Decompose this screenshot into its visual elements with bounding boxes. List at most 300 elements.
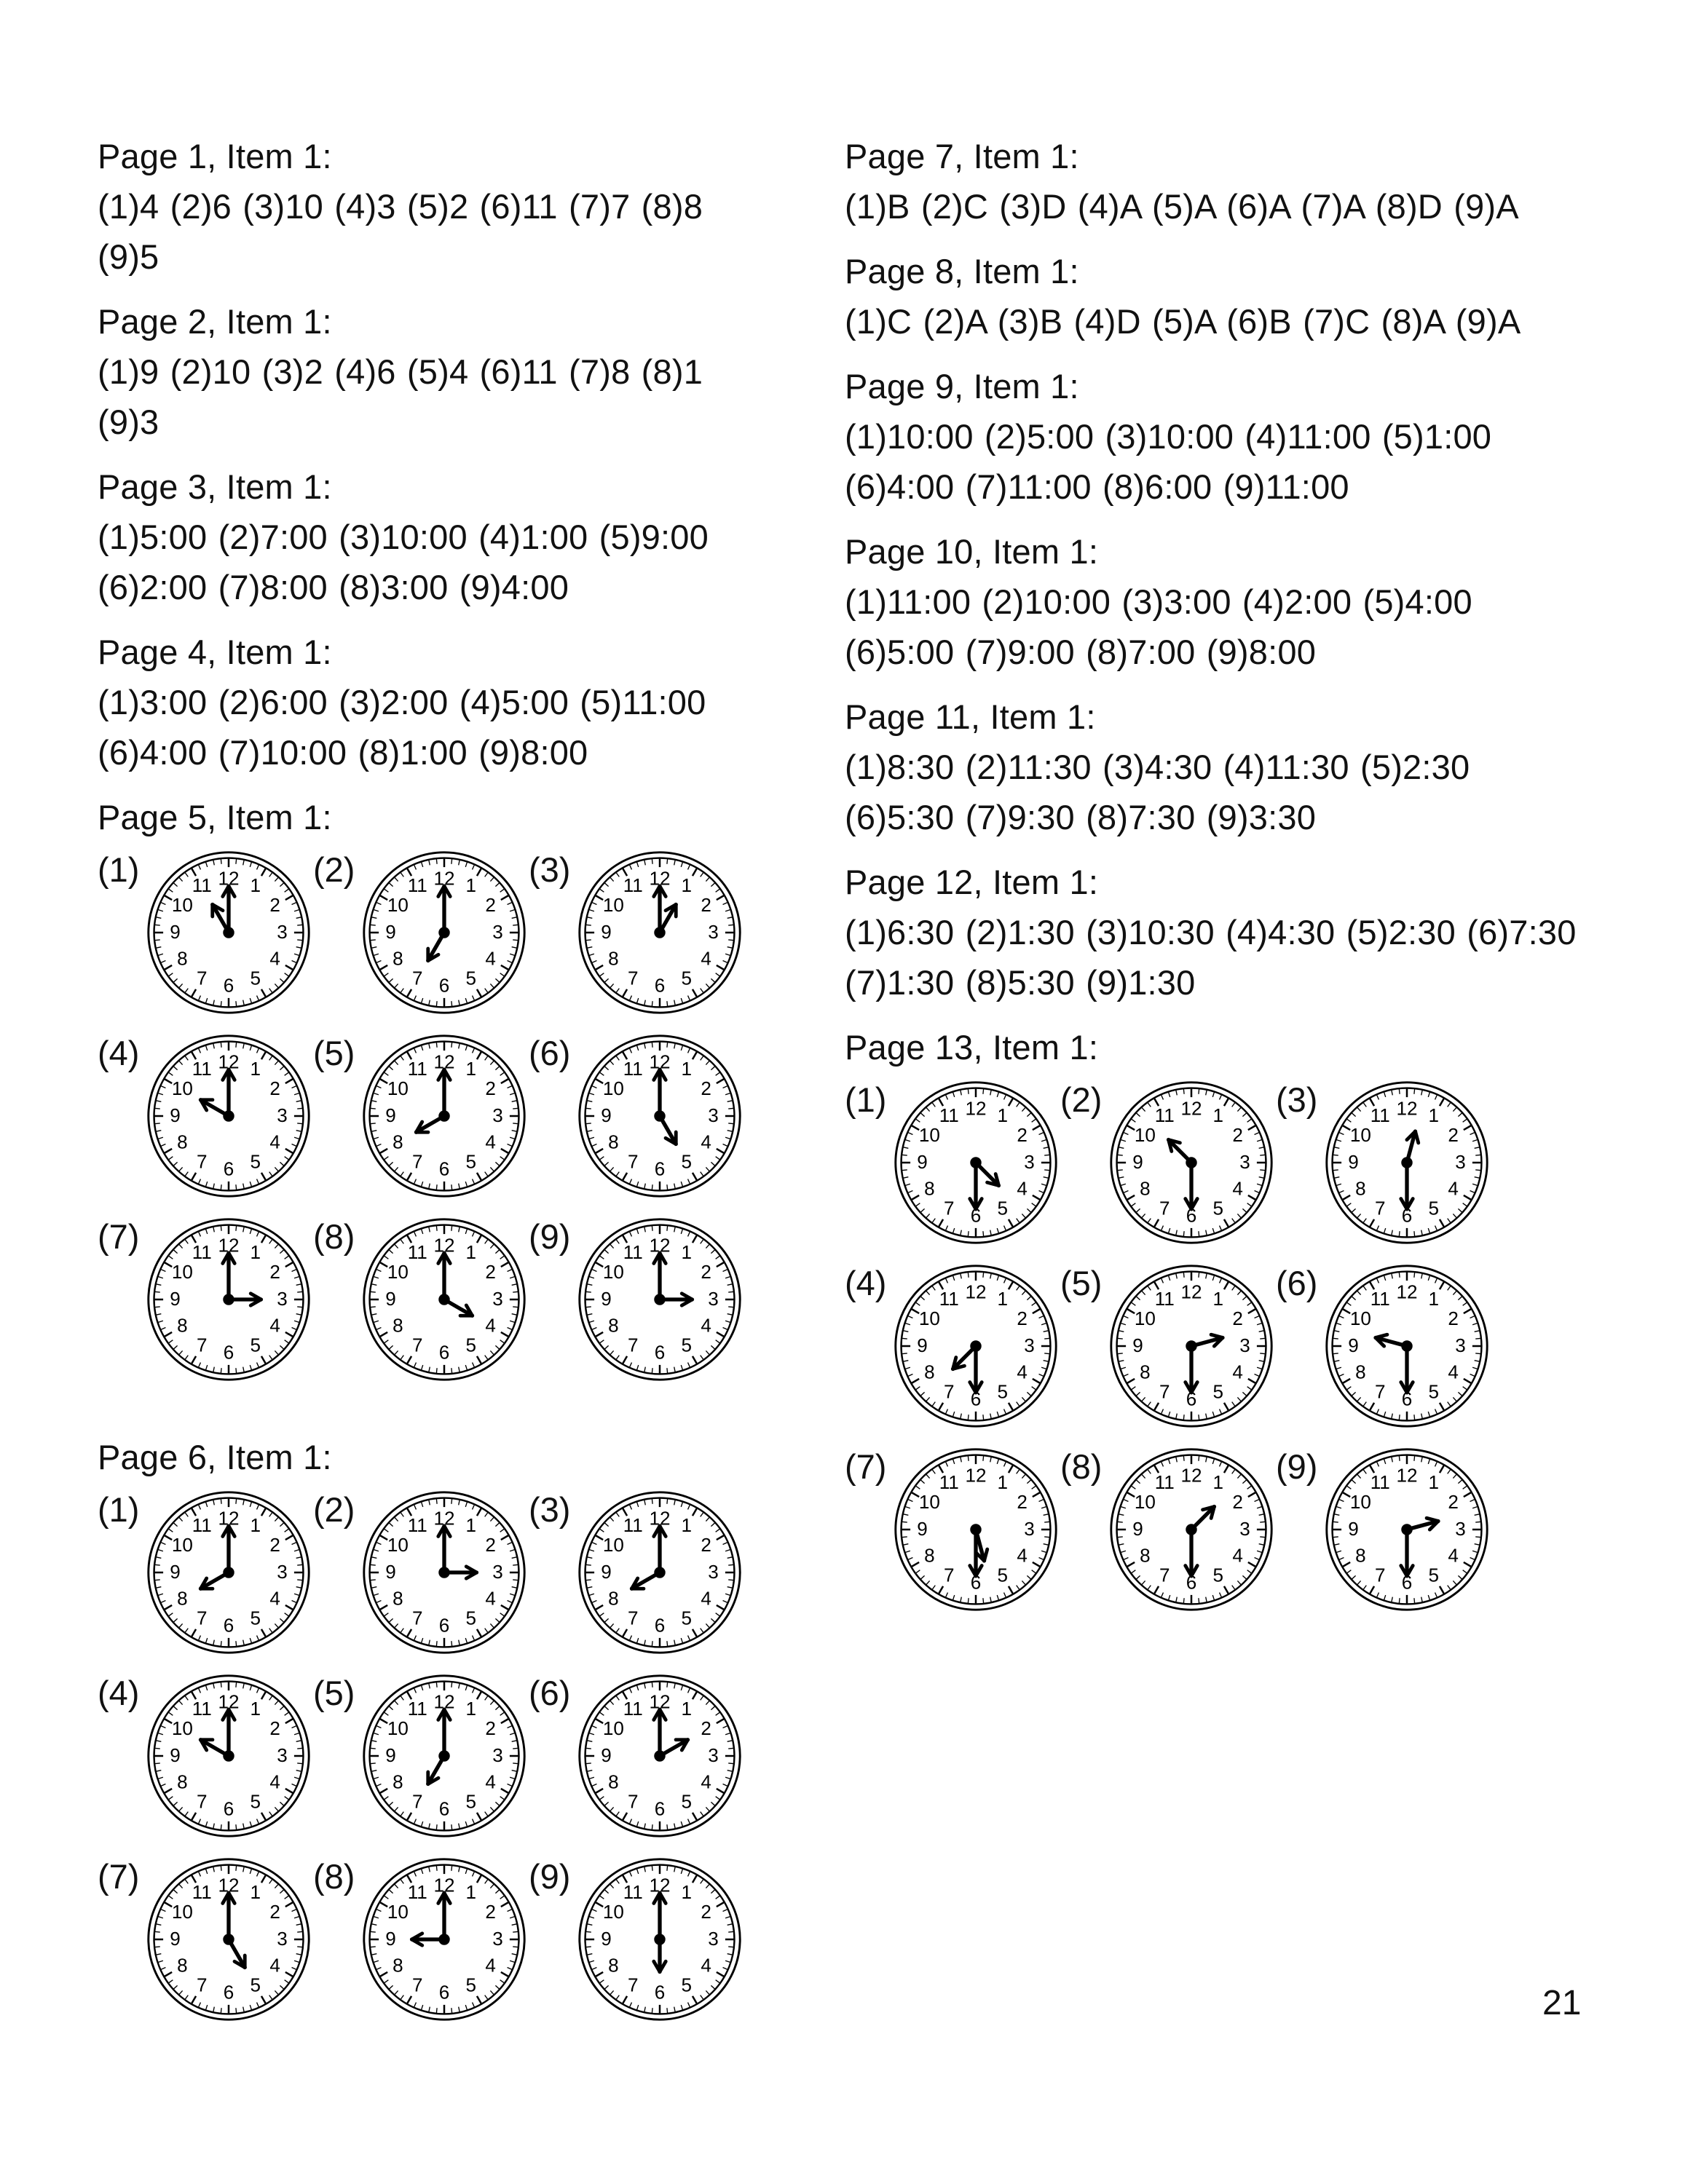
analog-clock — [360, 1032, 529, 1200]
clock-grid — [98, 1485, 753, 2025]
clock-numeral: 10 — [387, 1901, 409, 1923]
clock-numeral: 5 — [465, 967, 476, 989]
clock-numeral: 4 — [485, 1587, 496, 1610]
clock-numeral: 10 — [387, 1261, 409, 1283]
clock-center — [438, 1750, 449, 1761]
analog-clock — [144, 1032, 313, 1200]
analog-clock — [144, 1855, 313, 2024]
page-number: 21 — [1542, 1984, 1582, 2022]
clock-numeral: 3 — [1239, 1334, 1250, 1356]
clock-numeral: 4 — [269, 1954, 280, 1977]
clock-numeral: 8 — [608, 1954, 619, 1977]
analog-clock — [575, 1215, 744, 1384]
clock-numeral: 3 — [708, 1560, 719, 1583]
clock-numeral: 11 — [623, 1698, 643, 1720]
answer-list: (1)11:00 (2)10:00 (3)3:00 (4)2:00 (5)4:00 (6)5:00 (7)9:00 (8)7:00 (9)8:00 — [845, 582, 1472, 671]
clock-numeral: 11 — [1370, 1288, 1390, 1310]
answer-section — [845, 526, 1588, 677]
analog-clock — [144, 848, 313, 1017]
clock-label: (9) — [529, 1217, 571, 1256]
clock-numeral: 2 — [269, 1261, 280, 1283]
clock-numeral: 1 — [681, 1881, 692, 1904]
clock-item — [98, 845, 313, 1018]
clock-numeral: 8 — [924, 1177, 935, 1200]
clock-numeral: 11 — [623, 1058, 643, 1080]
clock-numeral: 3 — [1024, 1334, 1035, 1356]
clock-numeral: 1 — [1428, 1104, 1439, 1127]
clock-item — [1060, 1259, 1276, 1432]
clock-numeral: 2 — [1232, 1124, 1243, 1147]
clock-numeral: 5 — [465, 1150, 476, 1173]
analog-clock — [1107, 1445, 1276, 1614]
clock-numeral: 10 — [602, 1261, 624, 1283]
clock-numeral: 10 — [602, 1077, 624, 1100]
clock-numeral: 5 — [1212, 1564, 1223, 1586]
clock-center — [1186, 1340, 1196, 1351]
clock-numeral: 2 — [1448, 1491, 1459, 1514]
clock-numeral: 9 — [170, 1744, 181, 1766]
clock-numeral: 6 — [223, 1797, 234, 1820]
clock-numeral: 4 — [1017, 1177, 1028, 1200]
clock-numeral: 11 — [192, 1881, 212, 1904]
right-column — [845, 131, 1588, 1662]
clock-numeral: 12 — [1396, 1281, 1418, 1303]
clock-numeral: 5 — [250, 1150, 261, 1173]
clock-label: (1) — [98, 850, 140, 889]
clock-numeral: 2 — [1232, 1491, 1243, 1514]
clock-numeral: 8 — [1355, 1177, 1366, 1200]
analog-clock — [575, 1671, 744, 1840]
clock-numeral: 5 — [997, 1564, 1008, 1586]
section-heading: Page 11, Item 1: — [845, 697, 1096, 736]
section-heading: Page 6, Item 1: — [98, 1438, 332, 1476]
clock-numeral: 8 — [393, 1770, 403, 1793]
clock-numeral: 7 — [1159, 1564, 1170, 1586]
clock-numeral: 11 — [1370, 1104, 1390, 1127]
clock-numeral: 9 — [385, 1744, 396, 1766]
clock-numeral: 12 — [433, 1051, 455, 1073]
clock-center — [970, 1157, 981, 1168]
clock-item — [313, 1212, 529, 1385]
clock-numeral: 8 — [608, 947, 619, 970]
answer-list: (1)B (2)C (3)D (4)A (5)A (6)A (7)A (8)D (9)A — [845, 187, 1519, 226]
clock-numeral: 11 — [407, 874, 427, 897]
clock-numeral: 7 — [628, 1334, 639, 1356]
analog-clock — [575, 1488, 744, 1657]
clock-label: (3) — [1276, 1080, 1318, 1119]
clock-numeral: 6 — [970, 1571, 982, 1594]
clock-numeral: 10 — [1134, 1307, 1156, 1330]
clock-numeral: 7 — [197, 967, 208, 989]
clock-numeral: 2 — [269, 1717, 280, 1740]
clock-numeral: 6 — [1186, 1388, 1197, 1410]
clock-numeral: 11 — [1154, 1471, 1175, 1494]
clock-numeral: 2 — [485, 1534, 496, 1556]
clock-numeral: 4 — [1448, 1361, 1459, 1383]
clock-numeral: 4 — [701, 947, 711, 970]
clock-label: (1) — [98, 1490, 140, 1529]
clock-numeral: 12 — [649, 1234, 671, 1257]
clock-numeral: 12 — [649, 1874, 671, 1896]
clock-numeral: 8 — [177, 1314, 188, 1337]
clock-item — [313, 1029, 529, 1202]
analog-clock — [144, 1488, 313, 1657]
clock-numeral: 12 — [433, 1234, 455, 1257]
clock-numeral: 2 — [701, 894, 711, 917]
analog-clock — [360, 848, 529, 1017]
answer-list: (1)9 (2)10 (3)2 (4)6 (5)4 (6)11 (7)8 (8)1 (9)3 — [98, 352, 703, 441]
clock-center — [654, 927, 665, 938]
clock-numeral: 10 — [387, 1534, 409, 1556]
clock-numeral: 1 — [465, 1514, 476, 1537]
clock-numeral: 10 — [387, 1077, 409, 1100]
clock-numeral: 4 — [485, 1314, 496, 1337]
clock-numeral: 11 — [623, 874, 643, 897]
clock-answer-section — [98, 792, 753, 1385]
clock-numeral: 4 — [269, 1587, 280, 1610]
clock-numeral: 11 — [407, 1241, 427, 1264]
clock-numeral: 3 — [492, 1744, 503, 1766]
clock-numeral: 10 — [171, 1077, 193, 1100]
analog-clock — [360, 1488, 529, 1657]
clock-item — [529, 1485, 744, 1658]
clock-item — [313, 1669, 529, 1842]
clock-numeral: 3 — [1239, 1150, 1250, 1173]
section-heading: Page 5, Item 1: — [98, 798, 332, 836]
clock-numeral: 2 — [485, 1077, 496, 1100]
clock-numeral: 10 — [918, 1307, 940, 1330]
clock-numeral: 1 — [681, 1698, 692, 1720]
clock-item — [1060, 1442, 1276, 1615]
analog-clock — [360, 1215, 529, 1384]
answer-list: (1)C (2)A (3)B (4)D (5)A (6)B (7)C (8)A (9)A — [845, 302, 1521, 341]
section-heading: Page 8, Item 1: — [845, 252, 1079, 290]
clock-numeral: 9 — [601, 920, 612, 943]
clock-numeral: 2 — [1017, 1307, 1028, 1330]
clock-numeral: 7 — [1159, 1380, 1170, 1403]
clock-numeral: 12 — [965, 1464, 987, 1487]
clock-numeral: 3 — [492, 1560, 503, 1583]
clock-label: (2) — [313, 850, 355, 889]
clock-item — [313, 1485, 529, 1658]
clock-numeral: 1 — [681, 1241, 692, 1264]
clock-numeral: 4 — [701, 1131, 711, 1153]
clock-numeral: 9 — [385, 1560, 396, 1583]
clock-center — [970, 1340, 981, 1351]
clock-numeral: 6 — [654, 1981, 666, 2003]
clock-item — [1060, 1075, 1276, 1249]
clock-numeral: 7 — [628, 1607, 639, 1629]
clock-numeral: 7 — [944, 1564, 955, 1586]
answer-section — [98, 462, 753, 612]
answer-section — [845, 857, 1588, 1008]
analog-clock — [144, 1671, 313, 1840]
analog-clock — [360, 1855, 529, 2024]
clock-numeral: 9 — [385, 1927, 396, 1950]
clock-numeral: 7 — [412, 1974, 423, 1996]
clock-numeral: 6 — [970, 1204, 982, 1227]
clock-numeral: 8 — [177, 1587, 188, 1610]
clock-numeral: 11 — [1154, 1104, 1175, 1127]
clock-label: (6) — [529, 1674, 571, 1712]
analog-clock — [1107, 1078, 1276, 1247]
clock-numeral: 9 — [601, 1560, 612, 1583]
clock-numeral: 8 — [924, 1361, 935, 1383]
clock-numeral: 11 — [192, 1058, 212, 1080]
clock-numeral: 7 — [944, 1197, 955, 1219]
clock-numeral: 3 — [277, 1927, 288, 1950]
clock-numeral: 3 — [708, 920, 719, 943]
clock-numeral: 5 — [997, 1380, 1008, 1403]
clock-label: (5) — [313, 1674, 355, 1712]
section-heading: Page 7, Item 1: — [845, 137, 1079, 175]
clock-center — [438, 927, 449, 938]
clock-numeral: 4 — [701, 1954, 711, 1977]
clock-numeral: 6 — [1401, 1388, 1413, 1410]
clock-item — [98, 1029, 313, 1202]
clock-numeral: 11 — [939, 1288, 959, 1310]
analog-clock — [575, 1032, 744, 1200]
clock-numeral: 8 — [1355, 1361, 1366, 1383]
clock-numeral: 7 — [412, 1334, 423, 1356]
clock-numeral: 7 — [944, 1380, 955, 1403]
clock-numeral: 2 — [269, 1901, 280, 1923]
clock-label: (5) — [1060, 1264, 1103, 1302]
clock-numeral: 12 — [649, 867, 671, 890]
clock-numeral: 12 — [433, 867, 455, 890]
clock-numeral: 6 — [223, 1158, 234, 1180]
clock-numeral: 7 — [628, 1974, 639, 1996]
answer-section — [98, 131, 753, 282]
clock-label: (7) — [845, 1447, 887, 1486]
clock-numeral: 6 — [438, 1341, 450, 1364]
clock-numeral: 10 — [171, 1901, 193, 1923]
clock-label: (3) — [529, 850, 571, 889]
clock-numeral: 1 — [681, 874, 692, 897]
analog-clock — [1107, 1262, 1276, 1431]
clock-numeral: 3 — [708, 1287, 719, 1310]
clock-numeral: 6 — [654, 1341, 666, 1364]
clock-numeral: 8 — [393, 1314, 403, 1337]
clock-numeral: 7 — [628, 1790, 639, 1813]
clock-numeral: 6 — [438, 974, 450, 997]
clock-numeral: 12 — [649, 1690, 671, 1713]
answer-section — [845, 692, 1588, 842]
clock-item — [98, 1485, 313, 1658]
clock-numeral: 3 — [708, 1104, 719, 1126]
clock-center — [654, 1750, 665, 1761]
clock-numeral: 9 — [170, 1104, 181, 1126]
clock-label: (6) — [1276, 1264, 1318, 1302]
section-heading: Page 12, Item 1: — [845, 863, 1099, 901]
clock-numeral: 5 — [1212, 1380, 1223, 1403]
clock-numeral: 9 — [1132, 1150, 1143, 1173]
clock-numeral: 3 — [708, 1927, 719, 1950]
clock-numeral: 2 — [485, 1901, 496, 1923]
clock-numeral: 1 — [465, 1241, 476, 1264]
clock-numeral: 8 — [1140, 1544, 1151, 1567]
clock-numeral: 5 — [465, 1607, 476, 1629]
clock-center — [654, 1567, 665, 1578]
clock-center — [223, 1750, 234, 1761]
clock-numeral: 9 — [917, 1517, 928, 1540]
clock-numeral: 8 — [1355, 1544, 1366, 1567]
clock-numeral: 4 — [485, 1131, 496, 1153]
clock-numeral: 2 — [485, 1261, 496, 1283]
clock-numeral: 1 — [250, 1058, 261, 1080]
clock-numeral: 1 — [250, 1514, 261, 1537]
clock-numeral: 6 — [438, 1797, 450, 1820]
clock-numeral: 11 — [407, 1698, 427, 1720]
clock-numeral: 1 — [1212, 1104, 1223, 1127]
clock-numeral: 2 — [269, 1534, 280, 1556]
clock-numeral: 5 — [681, 1334, 692, 1356]
clock-numeral: 4 — [485, 1954, 496, 1977]
clock-numeral: 6 — [654, 1614, 666, 1637]
clock-numeral: 5 — [465, 1334, 476, 1356]
clock-answer-section — [98, 1432, 753, 2025]
clock-numeral: 7 — [197, 1150, 208, 1173]
clock-numeral: 2 — [485, 1717, 496, 1740]
clock-numeral: 2 — [485, 894, 496, 917]
clock-label: (7) — [98, 1217, 140, 1256]
clock-numeral: 11 — [192, 874, 212, 897]
clock-numeral: 4 — [701, 1770, 711, 1793]
clock-numeral: 7 — [197, 1974, 208, 1996]
clock-label: (3) — [529, 1490, 571, 1529]
clock-numeral: 2 — [701, 1901, 711, 1923]
clock-numeral: 8 — [393, 1587, 403, 1610]
clock-numeral: 6 — [654, 974, 666, 997]
clock-numeral: 12 — [433, 1507, 455, 1530]
clock-center — [223, 1934, 234, 1944]
clock-numeral: 9 — [385, 920, 396, 943]
clock-center — [438, 1567, 449, 1578]
clock-item — [98, 1212, 313, 1385]
clock-numeral: 5 — [250, 967, 261, 989]
left-column — [98, 131, 753, 2072]
answer-section — [845, 246, 1588, 347]
clock-numeral: 12 — [218, 867, 240, 890]
clock-numeral: 11 — [1154, 1288, 1175, 1310]
analog-clock — [575, 1855, 744, 2024]
clock-numeral: 8 — [1140, 1361, 1151, 1383]
clock-numeral: 2 — [701, 1717, 711, 1740]
clock-numeral: 10 — [918, 1124, 940, 1147]
clock-numeral: 8 — [393, 947, 403, 970]
clock-numeral: 12 — [965, 1097, 987, 1120]
clock-center — [1186, 1157, 1196, 1168]
clock-numeral: 12 — [1180, 1097, 1202, 1120]
clock-item — [98, 1669, 313, 1842]
clock-numeral: 3 — [1239, 1517, 1250, 1540]
clock-numeral: 12 — [218, 1874, 240, 1896]
clock-numeral: 7 — [412, 967, 423, 989]
clock-numeral: 8 — [177, 1131, 188, 1153]
clock-numeral: 9 — [917, 1334, 928, 1356]
clock-numeral: 1 — [465, 1698, 476, 1720]
clock-numeral: 4 — [269, 1770, 280, 1793]
clock-numeral: 3 — [492, 1287, 503, 1310]
clock-numeral: 5 — [681, 1790, 692, 1813]
clock-numeral: 7 — [1375, 1564, 1386, 1586]
section-heading: Page 4, Item 1: — [98, 633, 332, 671]
clock-numeral: 8 — [177, 1770, 188, 1793]
clock-numeral: 10 — [602, 894, 624, 917]
clock-item — [529, 1212, 744, 1385]
clock-center — [438, 1294, 449, 1305]
clock-numeral: 9 — [601, 1927, 612, 1950]
clock-numeral: 4 — [1017, 1361, 1028, 1383]
clock-numeral: 8 — [393, 1131, 403, 1153]
analog-clock — [891, 1445, 1060, 1614]
clock-numeral: 10 — [918, 1491, 940, 1514]
clock-numeral: 3 — [1455, 1334, 1466, 1356]
clock-numeral: 11 — [192, 1241, 212, 1264]
clock-center — [970, 1524, 981, 1535]
clock-numeral: 5 — [250, 1790, 261, 1813]
clock-numeral: 12 — [1396, 1464, 1418, 1487]
clock-numeral: 12 — [649, 1507, 671, 1530]
clock-numeral: 6 — [223, 1341, 234, 1364]
clock-item — [313, 845, 529, 1018]
clock-numeral: 1 — [465, 874, 476, 897]
analog-clock — [360, 1671, 529, 1840]
clock-numeral: 11 — [623, 1881, 643, 1904]
clock-numeral: 12 — [1180, 1281, 1202, 1303]
analog-clock — [1322, 1262, 1491, 1431]
clock-numeral: 8 — [924, 1544, 935, 1567]
clock-numeral: 4 — [1017, 1544, 1028, 1567]
clock-center — [438, 1934, 449, 1944]
clock-numeral: 9 — [1132, 1517, 1143, 1540]
clock-numeral: 10 — [1349, 1124, 1371, 1147]
clock-numeral: 8 — [1140, 1177, 1151, 1200]
clock-numeral: 6 — [223, 1981, 234, 2003]
answer-list: (1)6:30 (2)1:30 (3)10:30 (4)4:30 (5)2:30 (6)7:30 (7)1:30 (8)5:30 (9)1:30 — [845, 913, 1577, 1002]
clock-numeral: 7 — [1375, 1197, 1386, 1219]
clock-label: (2) — [313, 1490, 355, 1529]
clock-label: (6) — [529, 1034, 571, 1072]
clock-numeral: 3 — [492, 920, 503, 943]
clock-center — [438, 1110, 449, 1121]
clock-numeral: 7 — [628, 1150, 639, 1173]
clock-center — [1401, 1340, 1412, 1351]
clock-numeral: 1 — [1428, 1288, 1439, 1310]
clock-label: (8) — [313, 1857, 355, 1896]
clock-item — [529, 1029, 744, 1202]
section-heading: Page 13, Item 1: — [845, 1028, 1099, 1067]
clock-numeral: 12 — [218, 1690, 240, 1713]
clock-numeral: 4 — [485, 1770, 496, 1793]
clock-numeral: 3 — [492, 1927, 503, 1950]
clock-numeral: 2 — [701, 1261, 711, 1283]
clock-numeral: 4 — [1448, 1544, 1459, 1567]
clock-numeral: 4 — [269, 1314, 280, 1337]
clock-item — [529, 1852, 744, 2025]
clock-numeral: 2 — [701, 1077, 711, 1100]
analog-clock — [891, 1078, 1060, 1247]
clock-center — [1186, 1524, 1196, 1535]
clock-numeral: 9 — [1132, 1334, 1143, 1356]
clock-center — [223, 1110, 234, 1121]
clock-numeral: 11 — [1370, 1471, 1390, 1494]
clock-numeral: 5 — [250, 1607, 261, 1629]
clock-numeral: 7 — [1159, 1197, 1170, 1219]
section-heading: Page 2, Item 1: — [98, 302, 332, 341]
clock-numeral: 12 — [649, 1051, 671, 1073]
clock-numeral: 6 — [1186, 1571, 1197, 1594]
